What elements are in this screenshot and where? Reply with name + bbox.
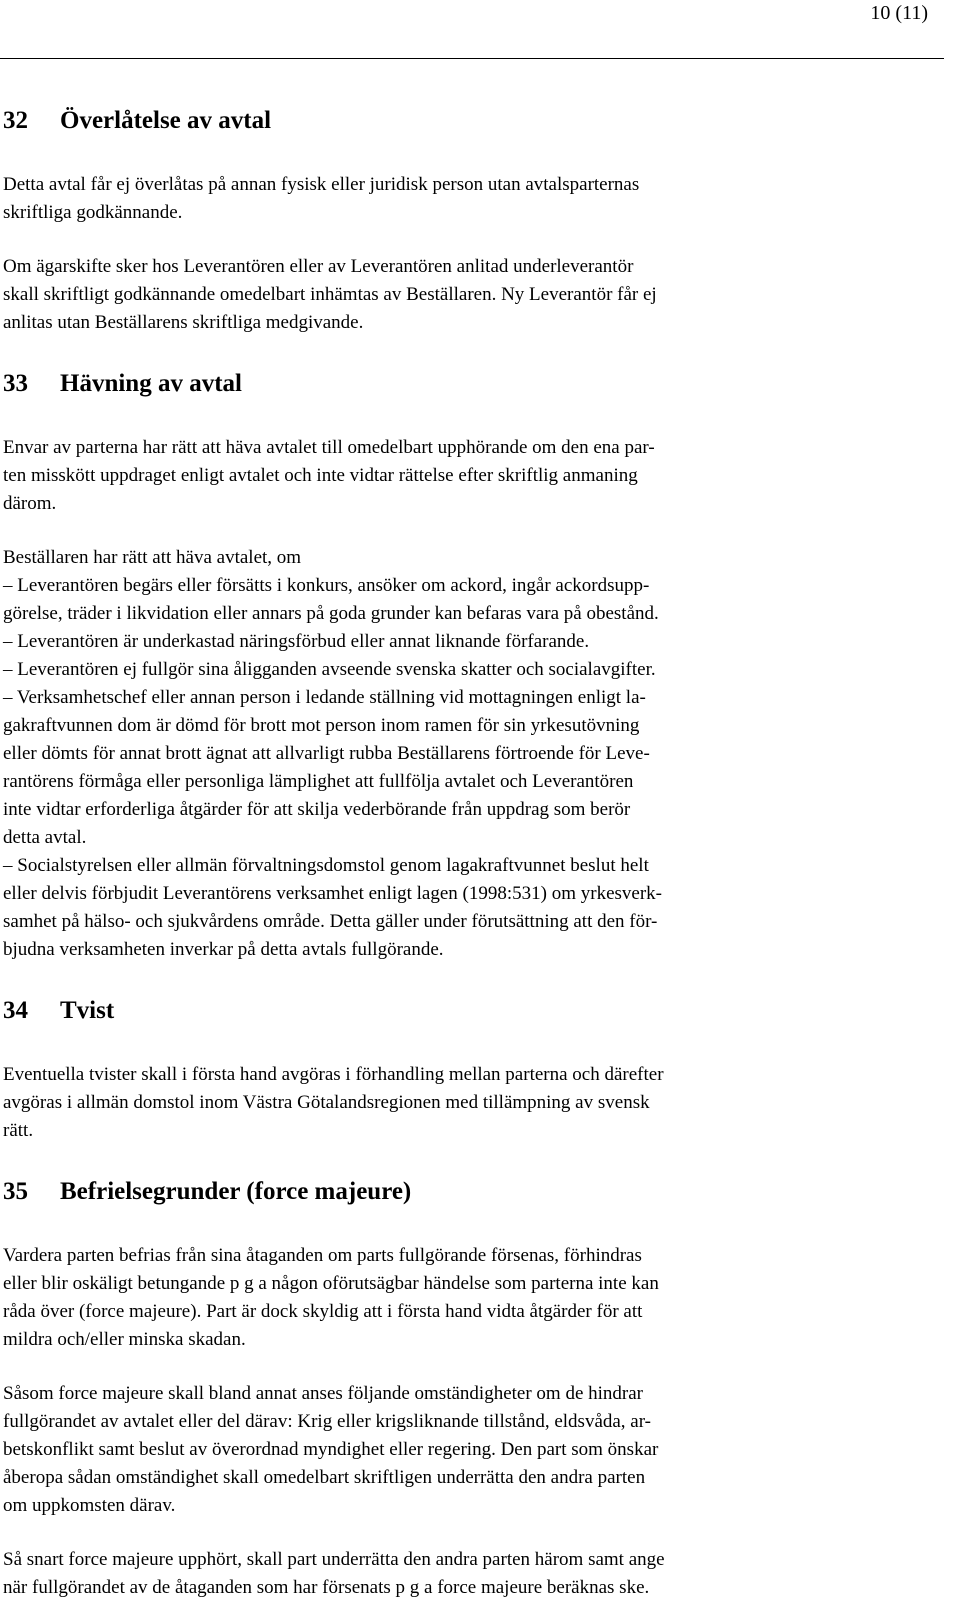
paragraph [3,544,853,964]
spacer [3,1520,853,1546]
spacer [3,1209,853,1242]
spacer [3,227,853,253]
text-line: råda över (force majeure). Part är dock skyldig att i första hand vidta åtgärder för att [3,1301,643,1322]
text-line: skall skriftligt godkännande omedelbart inhämtas av Beställaren. Ny Leverantör får ej [3,284,657,305]
spacer [3,518,853,544]
text-line: – Leverantören begärs eller försätts i konkurs, ansöker om ackord, ingår ackordsupp- [3,575,650,596]
text-line: gakraftvunnen dom är dömd för brott mot person inom ramen för sin yrkesutövning [3,715,640,736]
paragraph [3,1242,853,1354]
section-title: Överlåtelse av avtal [60,107,272,134]
section-number: 35 [3,1178,28,1205]
document-body [3,104,853,1602]
text-line: när fullgörandet av de åtaganden som har försenats p g a force majeure beräknas ske. [3,1577,650,1598]
text-line: rantörens förmåga eller personliga lämplighet att fullfölja avtalet och Leverantören [3,771,634,792]
text-line: Såsom force majeure skall bland annat anses följande omständigheter om de hindrar [3,1383,643,1404]
section-number: 34 [3,997,28,1024]
text-line: samhet på hälso- och sjukvårdens område. Detta gäller under förutsättning att den för- [3,911,658,932]
section-heading [3,1175,853,1209]
text-line: eller delvis förbjudit Leverantörens verksamhet enligt lagen (1998:531) om yrkesverk- [3,883,662,904]
section-heading [3,994,853,1028]
text-line: skriftliga godkännande. [3,202,183,223]
section-heading [3,104,853,138]
text-line: Eventuella tvister skall i första hand avgöras i förhandling mellan parterna och därefter [3,1064,664,1085]
spacer [3,337,853,367]
text-line: mildra och/eller minska skadan. [3,1329,246,1350]
spacer [3,1028,853,1061]
paragraph [3,171,853,227]
text-line: Vardera parten befrias från sina åtaganden om parts fullgörande försenas, förhindras [3,1245,642,1266]
text-line: detta avtal. [3,827,87,848]
section-heading [3,367,853,401]
page-number: 10 (11) [870,2,928,24]
spacer [3,138,853,171]
section-number: 32 [3,107,28,134]
text-line: Beställaren har rätt att häva avtalet, om [3,547,302,568]
text-line: avgöras i allmän domstol inom Västra Götalandsregionen med tillämpning av svensk [3,1092,650,1113]
spacer [3,964,853,994]
text-line: Envar av parterna har rätt att häva avtalet till omedelbart upphörande om den ena par- [3,437,655,458]
text-line: inte vidtar erforderliga åtgärder för att skilja vederbörande från uppdrag som berör [3,799,631,820]
text-line: – Leverantören är underkastad näringsförbud eller annat liknande förfarande. [3,631,590,652]
paragraph [3,1546,853,1602]
text-line: Om ägarskifte sker hos Leverantören eller av Leverantören anlitad underleverantör [3,256,634,277]
text-line: – Leverantören ej fullgör sina åligganden avseende svenska skatter och socialavgifter. [3,659,656,680]
text-line: anlitas utan Beställarens skriftliga medgivande. [3,312,364,333]
paragraph [3,1380,853,1520]
paragraph [3,1061,853,1145]
text-line: eller dömts för annat brott ägnat att allvarligt rubba Beställarens förtroende för Leve- [3,743,650,764]
text-line: – Socialstyrelsen eller allmän förvaltningsdomstol genom lagakraftvunnet beslut helt [3,855,649,876]
text-line: – Verksamhetschef eller annan person i ledande ställning vid mottagningen enligt la- [3,687,646,708]
section-title: Tvist [60,997,115,1024]
text-line: Detta avtal får ej överlåtas på annan fysisk eller juridisk person utan avtalsparternas [3,174,640,195]
text-line: fullgörandet av avtalet eller del därav: Krig eller krigsliknande tillstånd, eldsvåda, ar- [3,1411,652,1432]
text-line: om uppkomsten därav. [3,1495,176,1516]
section-title: Hävning av avtal [60,370,242,397]
text-line: eller blir oskäligt betungande p g a någon oförutsägbar händelse som parterna inte kan [3,1273,659,1294]
text-line: görelse, träder i likvidation eller annars på goda grunder kan befaras vara på obestånd. [3,603,659,624]
paragraph [3,253,853,337]
header-rule [0,58,944,59]
spacer [3,1145,853,1175]
section-number: 33 [3,370,28,397]
paragraph [3,434,853,518]
text-line: ten misskött uppdraget enligt avtalet och inte vidtar rättelse efter skriftlig anmaning [3,465,638,486]
spacer [3,401,853,434]
text-line: Så snart force majeure upphört, skall part underrätta den andra parten härom samt ange [3,1549,665,1570]
text-line: bjudna verksamheten inverkar på detta avtals fullgörande. [3,939,444,960]
text-line: betskonflikt samt beslut av överordnad myndighet eller regering. Den part som önskar [3,1439,659,1460]
text-line: därom. [3,493,57,514]
spacer [3,1354,853,1380]
text-line: åberopa sådan omständighet skall omedelbart skriftligen underrätta den andra parten [3,1467,646,1488]
text-line: rätt. [3,1120,34,1141]
section-title: Befrielsegrunder (force majeure) [60,1178,412,1205]
